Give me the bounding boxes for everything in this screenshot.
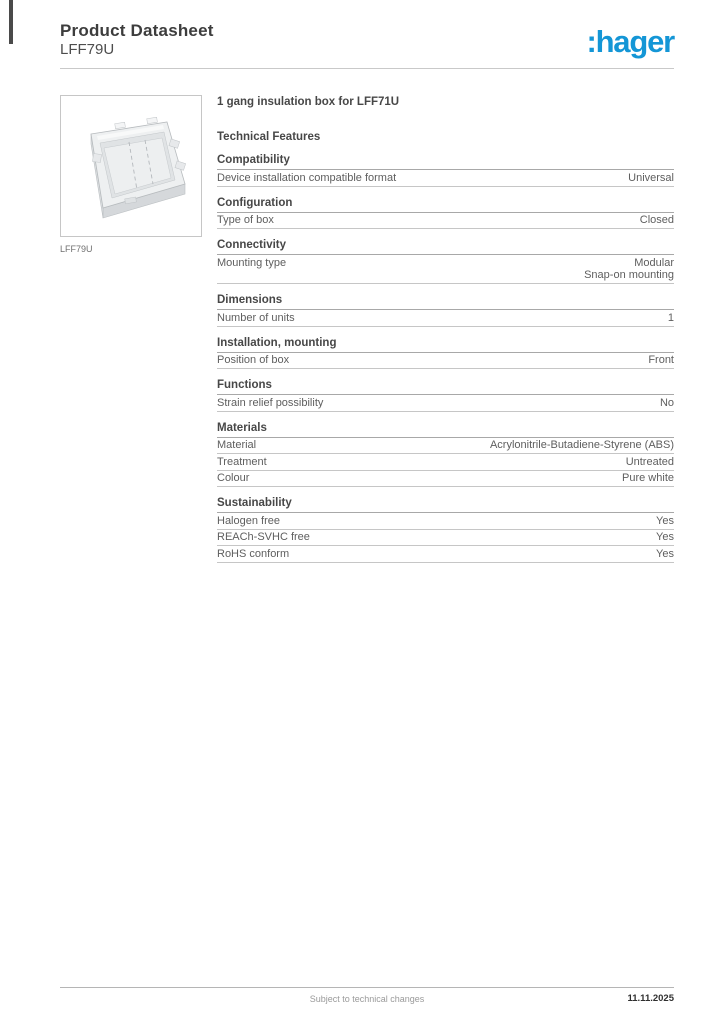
spec-row [217,530,674,547]
technical-features-title: Technical Features [217,131,321,143]
spec-value: Pure white [622,472,674,484]
spec-row [217,513,674,530]
spec-section-heading: Configuration [217,197,674,213]
product-image-column [60,95,202,563]
spec-label: Strain relief possibility [217,396,324,409]
spec-value: Front [648,354,674,366]
spec-section-heading: Sustainability [217,497,674,513]
spec-row [217,310,674,327]
spec-row [217,438,674,455]
spec-row [217,255,674,284]
scan-edge-artifact [9,0,13,44]
page-header [60,0,674,69]
spec-section [217,197,674,230]
spec-label: Device installation compatible format [217,171,397,184]
spec-column [217,95,674,563]
spec-section [217,337,674,370]
spec-section-heading: Installation, mounting [217,337,674,353]
spec-row [217,454,674,471]
spec-section [217,422,674,488]
spec-value: Yes [656,531,674,543]
spec-label: Treatment [217,455,267,468]
spec-value: No [659,396,674,409]
hager-logo: :hager [586,24,674,59]
spec-label: Type of box [217,214,274,226]
spec-value: Untreated [625,455,674,468]
spec-label: Material [217,439,257,451]
product-image-frame [60,95,202,237]
spec-label: Mounting type [217,256,287,269]
spec-sections [217,154,674,563]
spec-value: Yes [656,514,674,527]
content-area [60,95,674,563]
spec-value: 1 [667,311,674,324]
spec-row [217,353,674,370]
insulation-box-image [67,102,195,230]
spec-row [217,395,674,412]
product-title: 1 gang insulation box for LFF71U [217,96,400,108]
spec-section-heading: Compatibility [217,154,674,170]
spec-label: Number of units [217,311,295,324]
spec-row [217,170,674,187]
footer-date: 11.11.2025 [627,993,674,1004]
spec-section-heading: Functions [217,379,674,395]
page-footer [60,987,674,1017]
spec-label: REACh-SVHC free [217,531,310,543]
product-image-caption: LFF79U [60,244,93,254]
spec-section [217,497,674,563]
spec-value: Universal [628,171,674,184]
spec-section-heading: Connectivity [217,239,674,255]
product-reference: LFF79U [60,41,115,58]
spec-label: RoHS conform [217,547,290,560]
spec-value: Closed [639,214,674,226]
spec-value: Yes [656,547,674,560]
spec-section-heading: Dimensions [217,294,674,310]
spec-section [217,154,674,187]
spec-row [217,213,674,230]
spec-label: Colour [217,472,250,484]
spec-value: Acrylonitrile-Butadiene-Styrene (ABS) [489,439,674,451]
spec-label: Position of box [217,354,290,366]
spec-section-heading: Materials [217,422,674,438]
spec-label: Halogen free [217,514,280,527]
spec-row [217,471,674,488]
spec-section [217,294,674,327]
spec-section [217,379,674,412]
spec-value: Modular Snap-on mounting [584,256,674,281]
spec-section [217,239,674,284]
spec-row [217,546,674,563]
footer-note: Subject to technical changes [309,994,425,1004]
document-title: Product Datasheet [60,21,214,40]
